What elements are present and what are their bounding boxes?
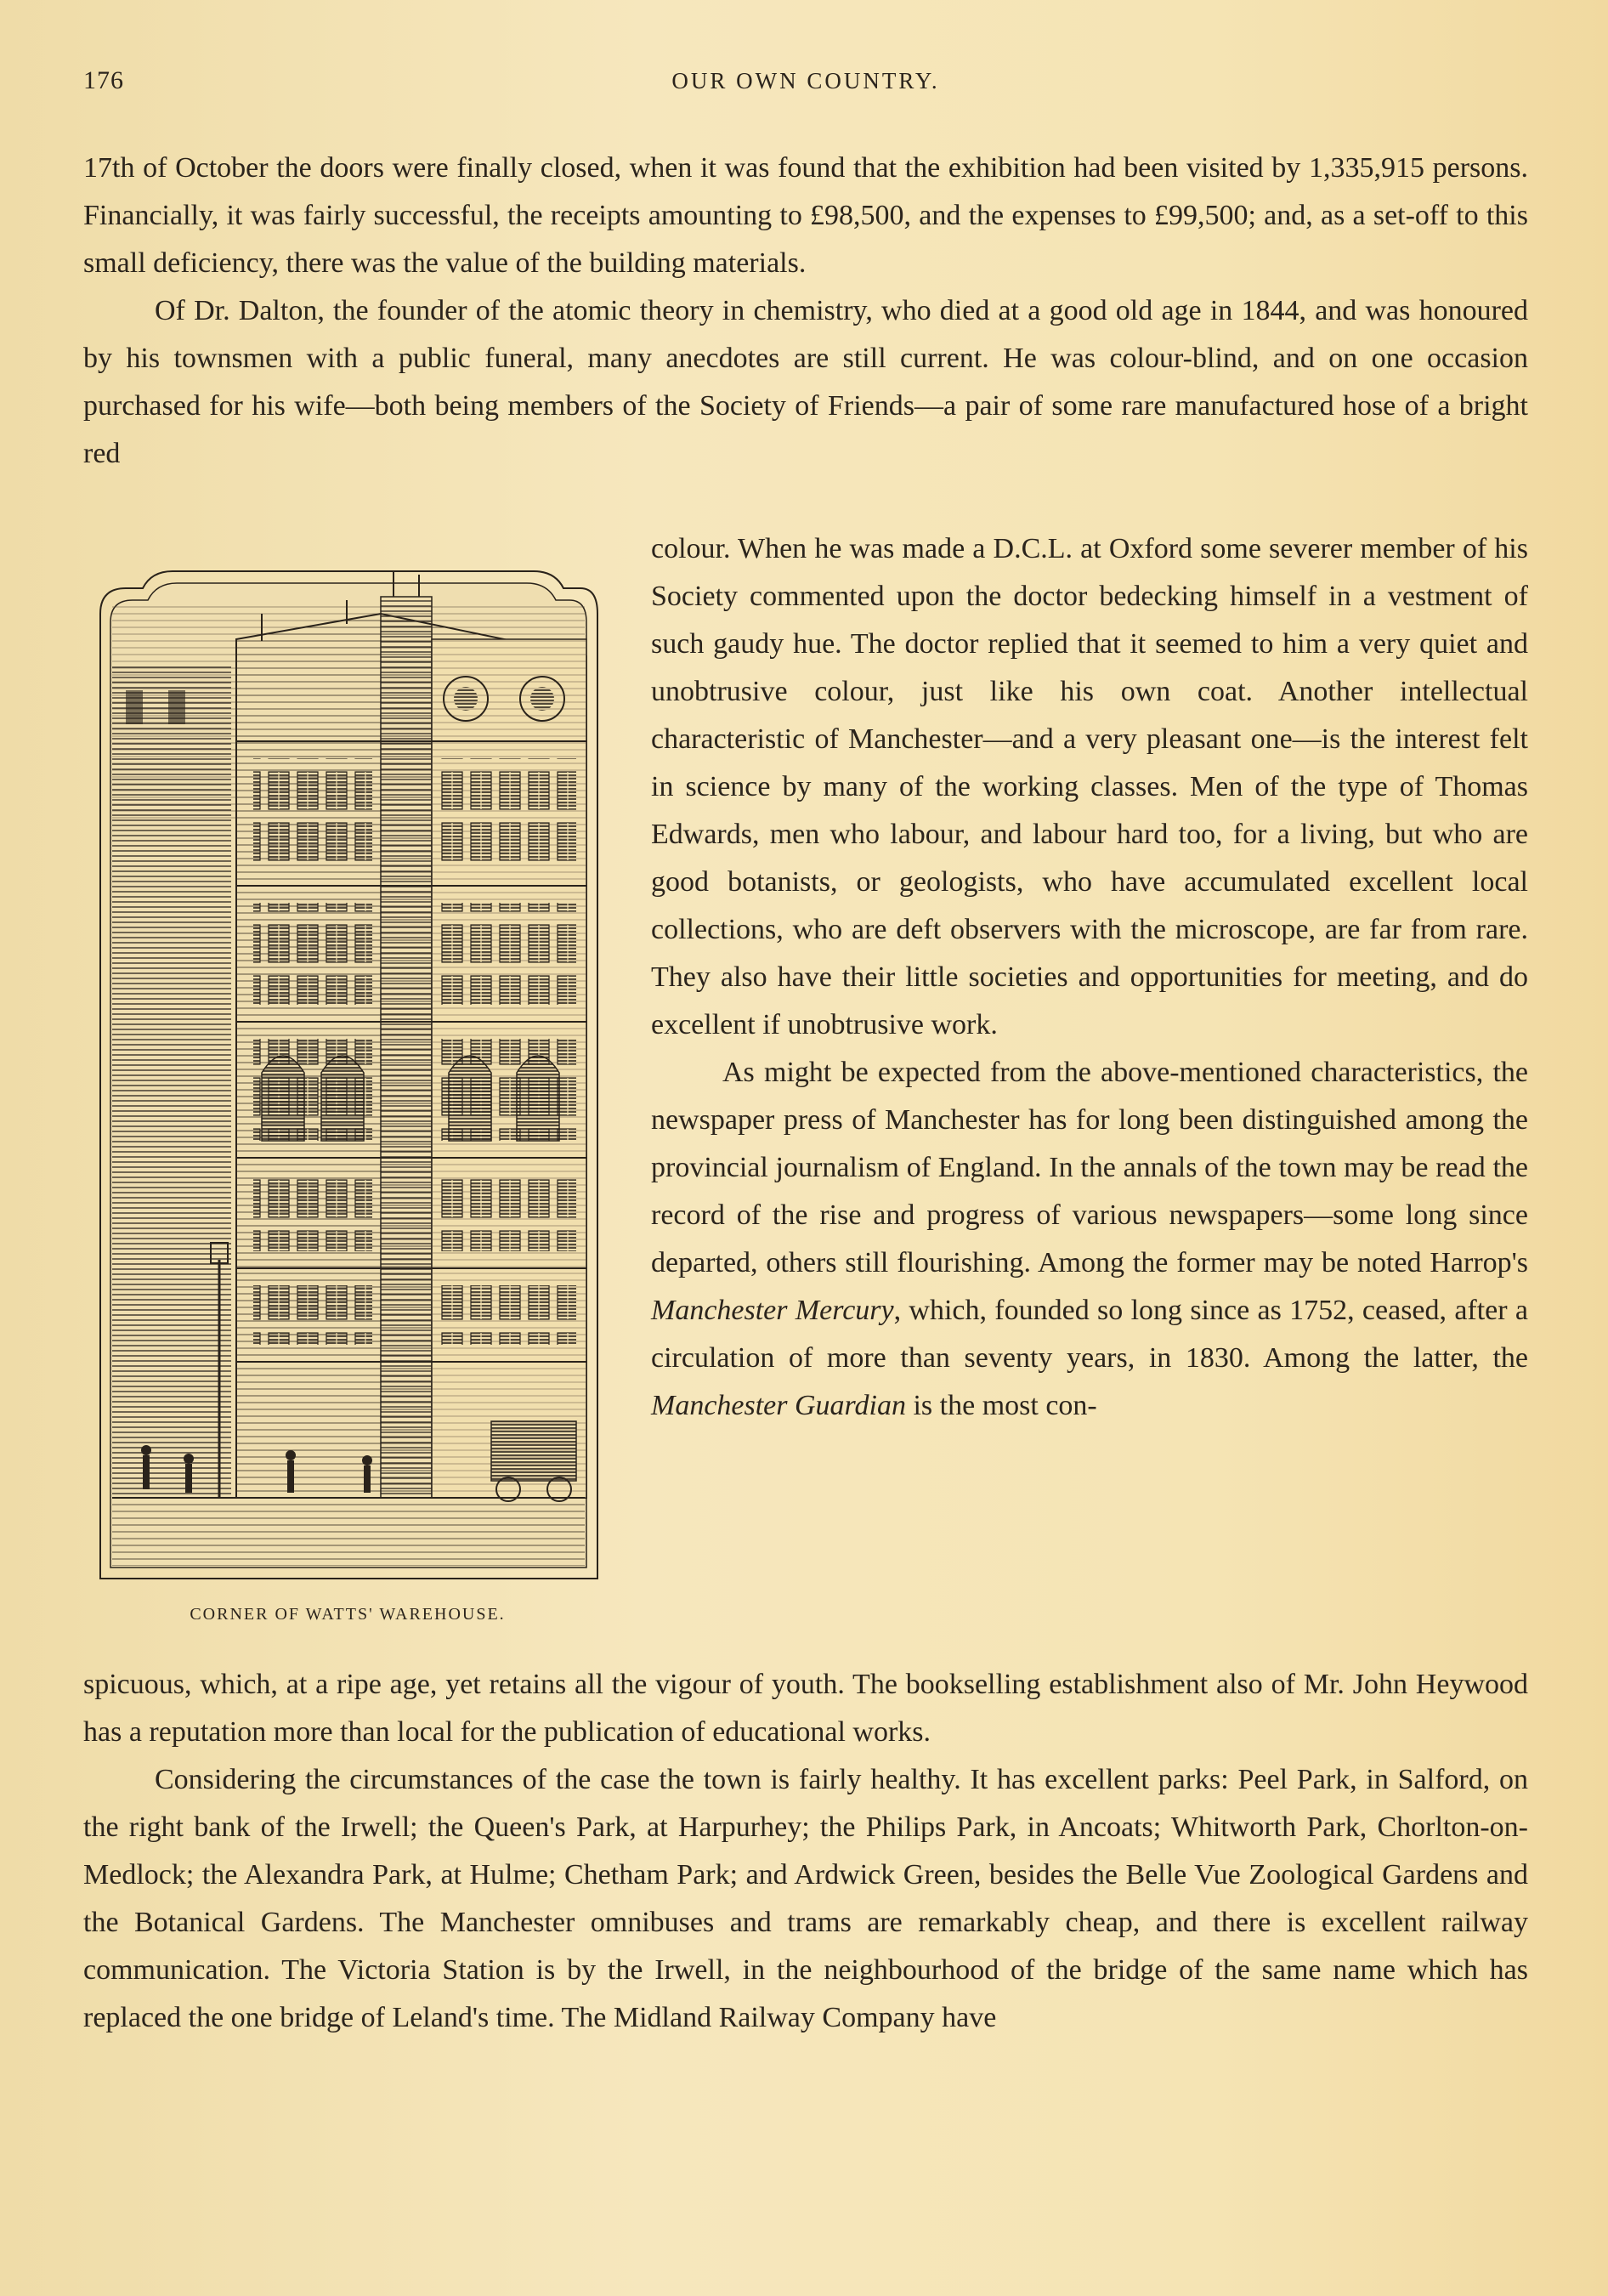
running-head (83, 66, 1528, 109)
paragraph-parks: Considering the circumstances of the case the town is fairly healthy. It has excellent parks: Peel Park, in Salford, on the right bank of the Irwell; the Queen's Park, at Harpurhey; the Philips Park, in Ancoats; Whitworth Park, Chorlton-on-Medlock; the Alexandra Park, at Hulme; Chetham Park; and Ardwick Green, besides the Belle Vue Zoological Gardens and the Botanical Gardens. The Manchester omnibuses and trams are remarkably cheap, and there is excellent railway communication. The Victoria Station is by the Irwell, in the neighbourhood of the bridge of the same name which has replaced the one bridge of Leland's time. The Midland Railway Company have (83, 1764, 1528, 2033)
top-text-block (83, 145, 1528, 478)
figure-caption: CORNER OF WATTS' WAREHOUSE. (190, 1605, 506, 1624)
paragraph-bookselling: spicuous, which, at a ripe age, yet retains all the vigour of youth. The bookselling establishment also of Mr. John Heywood has a reputation more than local for the publication of educational works. (83, 1669, 1528, 1748)
newspapers-text-2: , which, founded so long since as 1752, ceased, after a circulation of more than seventy years, in 1830. Among the latter, the (651, 1295, 1528, 1374)
warehouse-illustration (92, 563, 603, 1591)
newspapers-text-3: is the most con- (905, 1390, 1097, 1421)
paragraph-dalton: Of Dr. Dalton, the founder of the atomic theory in chemistry, who died at a good old age in 1844, and was honoured by his townsmen with a public funeral, many anecdotes are still current. He was colour-blind, and on one occasion purchased for his wife—both being members of the Society of Friends—a pair of some rare manufactured hose of a bright red (83, 295, 1528, 469)
running-title: OUR OWN COUNTRY. (671, 68, 940, 94)
paragraph-colour: colour. When he was made a D.C.L. at Oxford some severer member of his Society commented upon the doctor bedecking himself in a vestment of such gaudy hue. The doctor replied that it seemed to him a very quiet and unobtrusive colour, just like his own coat. Another intellectual characteristic of Manchester—and a very pleasant one—is the interest felt in science by many of the working classes. Men of the type of Thomas Edwards, men who labour, and labour hard too, for a living, but who are good botanists, or geologists, who have accumulated excellent local collections, who are deft observers with the microscope, are far from rare. They also have their little societies and opportunities for meeting, and do excellent if unobtrusive work. (651, 533, 1528, 1040)
newspapers-text-1: As might be expected from the above-mentioned characteristics, the newspaper press of Manchester has for long been distinguished among the provincial journalism of England. In the annals of the town may be read the record of the rise and progress of various newspapers—some long since departed, others still flourishing. Among the former may be noted Harrop's (651, 1057, 1528, 1278)
paragraph-exhibition: 17th of October the doors were finally closed, when it was found that the exhibition had been visited by 1,335,915 persons. Financially, it was fairly successful, the receipts amounting to £98,500, and the expenses to £99,500; and, as a set-off to this small deficiency, there was the value of the building materials. (83, 152, 1528, 279)
right-text-block (651, 525, 1528, 1430)
page-number: 176 (83, 66, 124, 94)
mercury-title: Manchester Mercury (651, 1295, 894, 1326)
paragraph-newspapers (651, 1049, 1528, 1430)
bottom-text-block (83, 1661, 1528, 2042)
guardian-title: Manchester Guardian (651, 1390, 906, 1421)
